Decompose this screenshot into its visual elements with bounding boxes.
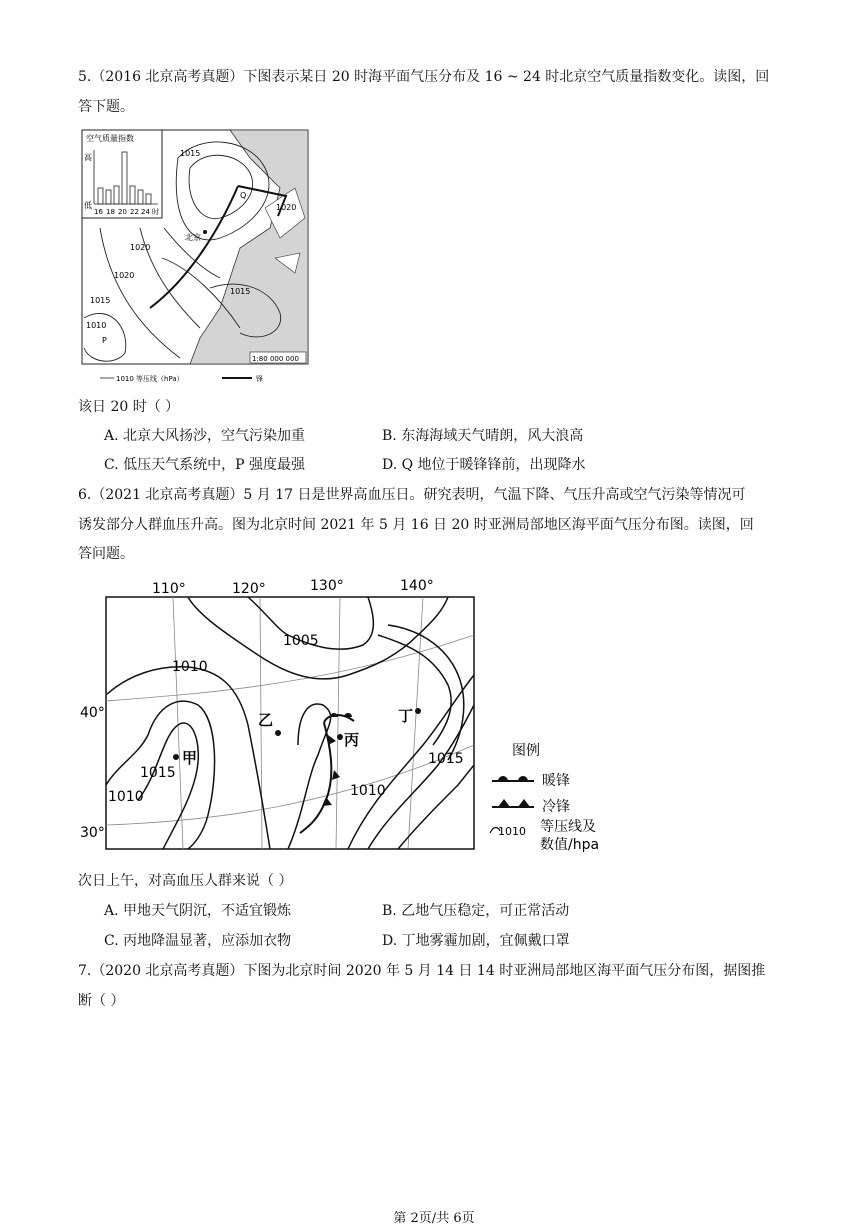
q5-inset-tick: 18 — [106, 208, 115, 216]
q6-isobar-label: 1005 — [283, 633, 319, 649]
q6-place-yi: 乙 — [258, 711, 274, 729]
q6-isobar-label: 1015 — [140, 765, 176, 781]
q5-inset-tick: 16 — [94, 208, 103, 216]
q5-isobar-label: 1020 — [130, 243, 151, 252]
q6-option-b[interactable]: B. 乙地气压稳定，可正常活动 — [382, 903, 570, 919]
q6-lat-label: 30° — [80, 825, 105, 841]
q6-option-d[interactable]: D. 丁地雾霾加剧，宜佩戴口罩 — [382, 933, 570, 949]
q6-lon-label: 130° — [310, 578, 344, 594]
q5-inset-low: 低 — [84, 201, 92, 210]
q5-isobar-label: 1010 — [86, 321, 107, 330]
q6-legend-warm: 暖锋 — [542, 773, 570, 789]
q5-stem-line1: 5.（2016 北京高考真题）下图表示某日 20 时海平面气压分布及 16 ~ 24 时北京空气质量指数变化。读图，回 — [78, 69, 770, 85]
q6-place-bing: 丙 — [344, 731, 360, 749]
q5-stem-line2: 答下题。 — [78, 99, 134, 115]
q5-isobar-label: 1015 — [180, 149, 201, 158]
q5-point-q: Q — [240, 191, 247, 200]
q6-figure — [78, 575, 618, 860]
q6-lon-label: 110° — [152, 581, 186, 597]
q6-isobar-label: 1010 — [350, 783, 386, 799]
q6-place-dot — [337, 734, 343, 740]
q5-question: 该日 20 时（ ） — [78, 399, 180, 415]
q6-lon-label: 140° — [400, 578, 434, 594]
q5-beijing-label: 北京 — [185, 233, 201, 242]
q5-scale: 1:80 000 000 — [252, 355, 299, 363]
q6-place-dot — [173, 754, 179, 760]
q6-legend-iso-line1: 等压线及 — [540, 819, 596, 835]
q5-option-a[interactable]: A. 北京大风扬沙，空气污染加重 — [104, 428, 306, 444]
page-footer: 第 2页/共 6页 — [393, 1211, 475, 1226]
q5-option-d[interactable]: D. Q 地位于暖锋锋前，出现降水 — [382, 457, 586, 473]
q5-inset-high: 高 — [84, 153, 92, 162]
q5-isobar-label: 1015 — [90, 296, 111, 305]
q5-point-p: P — [102, 336, 107, 345]
q5-inset-title: 空气质量指数 — [86, 134, 134, 143]
q6-place-dot — [275, 730, 281, 736]
q5-isobar-label: 1020 — [114, 271, 135, 280]
q6-option-a[interactable]: A. 甲地天气阴沉，不适宜锻炼 — [104, 903, 292, 919]
q5-map — [80, 128, 320, 388]
q5-isobar-label: 1020 — [276, 203, 297, 212]
q6-question: 次日上午，对高血压人群来说（ ） — [78, 873, 293, 889]
q5-beijing-dot — [203, 230, 207, 234]
q6-stem-line3: 答问题。 — [78, 546, 134, 562]
q6-isobar-label: 1010 — [108, 789, 144, 805]
q7-stem-line2: 断（ ） — [78, 993, 125, 1009]
q6-legend-iso-value: 1010 — [498, 825, 526, 838]
q6-stem-line2: 诱发部分人群血压升高。图为北京时间 2021 年 5 月 16 日 20 时亚洲局部地区海平面气压分布图。读图，回 — [78, 517, 754, 533]
q6-lat-label: 40° — [80, 705, 105, 721]
q6-legend-cold: 冷锋 — [542, 799, 570, 815]
q6-place-dot — [415, 708, 421, 714]
q6-map — [78, 575, 618, 860]
q6-lon-label: 120° — [232, 581, 266, 597]
q7-stem-line1: 7.（2020 北京高考真题）下图为北京时间 2020 年 5 月 14 日 14 时亚洲局部地区海平面气压分布图，据图推 — [78, 963, 766, 979]
q6-option-c[interactable]: C. 丙地降温显著，应添加衣物 — [104, 933, 292, 949]
q6-isobar-label: 1015 — [428, 751, 464, 767]
q6-isobar-label: 1010 — [172, 659, 208, 675]
q5-option-b[interactable]: B. 东海海域天气晴朗，风大浪高 — [382, 428, 584, 444]
q5-inset-tick: 20 — [118, 208, 127, 216]
q5-option-c[interactable]: C. 低压天气系统中，P 强度最强 — [104, 457, 305, 473]
q6-legend-title: 图例 — [512, 743, 540, 759]
q5-figure — [80, 128, 320, 388]
q5-inset-tick: 22 — [130, 208, 139, 216]
q6-legend-iso-line2: 数值/hpa — [540, 837, 600, 853]
q5-inset-tick: 24 — [141, 208, 150, 216]
q5-legend-isobar: 1010 等压线（hPa） — [116, 375, 184, 383]
q5-inset-tick: 时 — [152, 208, 159, 216]
q5-isobar-label: 1015 — [230, 287, 251, 296]
q6-place-ding: 丁 — [398, 707, 414, 725]
q5-legend-front: 锋 — [256, 375, 263, 383]
q6-place-jia: 甲 — [182, 749, 198, 767]
q6-stem-line1: 6.（2021 北京高考真题）5 月 17 日是世界高血压日。研究表明，气温下降、气压升高或空气污染等情况可 — [78, 487, 746, 503]
